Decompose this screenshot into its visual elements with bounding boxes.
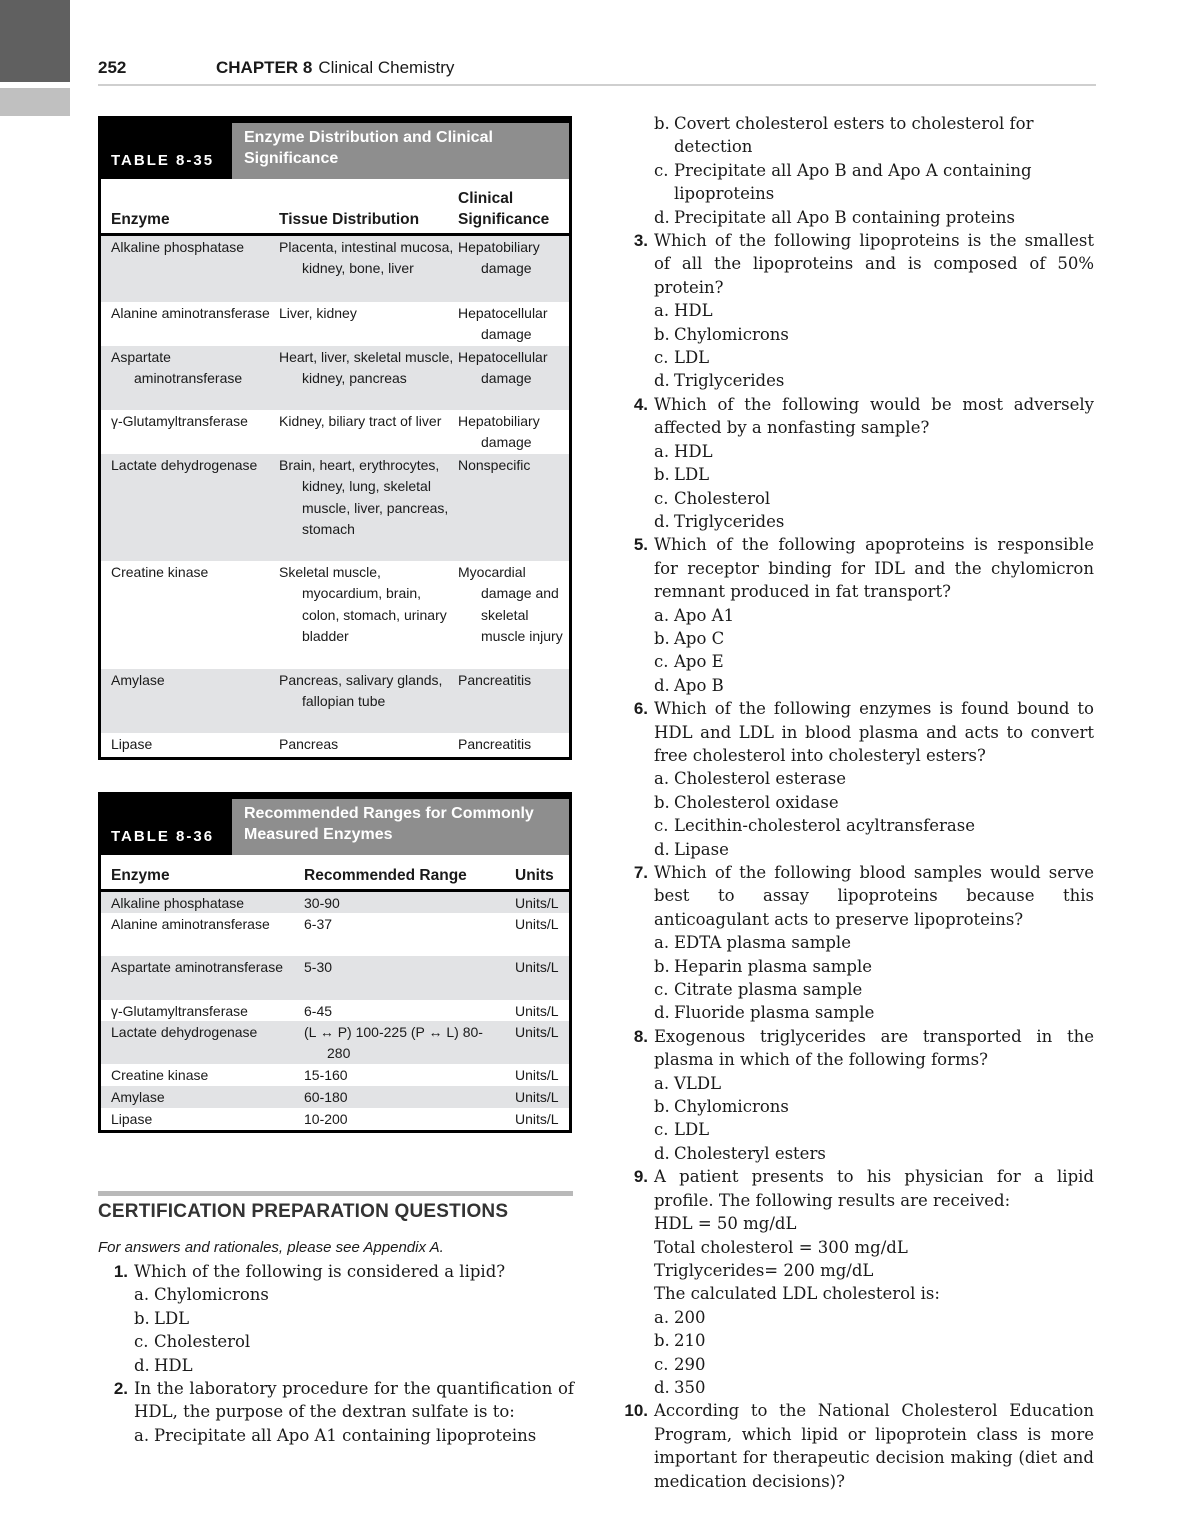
page-number: 252: [98, 58, 127, 77]
table-header-bar: [101, 795, 569, 855]
answer-option: [640, 299, 1094, 322]
table-cell: (L ↔ P) 100-225 (P ↔ L) 80-280: [304, 1024, 483, 1062]
option-text: HDL: [154, 1355, 193, 1375]
table-cell: Brain, heart, erythrocytes, kidney, lung, skeletal muscle, liver, pancreas, stomach: [279, 457, 449, 537]
chapter-title: Clinical Chemistry: [318, 58, 455, 77]
option-letter: a.: [654, 1307, 670, 1327]
option-letter: a.: [134, 1285, 150, 1305]
table-cell: 30-90: [304, 895, 340, 911]
question-number: 3.: [633, 231, 648, 251]
table-row: [101, 454, 569, 561]
question-number: 8.: [633, 1026, 648, 1046]
option-letter: b.: [654, 465, 670, 485]
table-row: [101, 733, 569, 757]
answer-option: [640, 369, 1094, 392]
answer-option: [640, 674, 1094, 697]
column-header: Tissue Distribution: [279, 211, 420, 228]
option-letter: a.: [654, 605, 670, 625]
question-item: [620, 533, 1094, 603]
table-cell: Units/L: [515, 959, 559, 975]
table-label: TABLE 8-35: [111, 152, 215, 169]
question-item: [620, 393, 1094, 440]
table-cell: Hepatobiliary damage: [458, 413, 540, 451]
answer-option: [640, 650, 1094, 673]
table-column-headers: [101, 855, 569, 892]
answer-option: [640, 791, 1094, 814]
option-letter: b.: [654, 114, 670, 133]
option-text: EDTA plasma sample: [674, 933, 851, 953]
answer-option: [640, 931, 1094, 954]
option-letter: a.: [654, 933, 670, 953]
question-stem: In the laboratory procedure for the quantification of HDL, the purpose of the dextran sulfate is to:: [134, 1379, 574, 1422]
question-stem: Which of the following enzymes is found bound to HDL and LDL in blood plasma and acts to convert free cholesterol into cholesteryl esters?: [654, 699, 1094, 765]
table-cell: Aspartate aminotransferase: [111, 349, 243, 387]
table-label: TABLE 8-36: [111, 828, 215, 845]
table-cell: Units/L: [515, 916, 559, 932]
answer-option: [640, 814, 1094, 837]
table-title: Recommended Ranges for Commonly Measured Enzymes: [232, 799, 569, 855]
question-detail-line: Total cholesterol = 300 mg/dL: [654, 1237, 908, 1257]
option-letter: c.: [654, 980, 669, 1000]
option-text: Chylomicrons: [674, 1097, 789, 1117]
table-cell: Pancreatitis: [458, 736, 532, 752]
answer-option: [640, 346, 1094, 369]
option-letter: b.: [654, 628, 670, 648]
option-text: Heparin plasma sample: [674, 956, 873, 976]
table-cell: Hepatocellular damage: [458, 305, 548, 343]
option-letter: d.: [654, 1143, 670, 1163]
option-text: 350: [674, 1377, 706, 1397]
answer-option: [640, 510, 1094, 533]
table-cell: Creatine kinase: [111, 564, 209, 580]
table-cell: Pancreas: [279, 736, 339, 752]
question-stem: A patient presents to his physician for a lipid profile. The following results are received:: [654, 1167, 1094, 1210]
option-letter: b.: [134, 1308, 150, 1328]
question-stem: Which of the following would be most adversely affected by a nonfasting sample?: [654, 394, 1094, 438]
question-item: [620, 229, 1094, 299]
option-text: Apo E: [674, 652, 724, 672]
column-header: Recommended Range: [304, 867, 467, 884]
question-item: [620, 1399, 1094, 1493]
answer-option: [120, 1354, 574, 1377]
option-letter: c.: [654, 160, 669, 180]
table-8-35: [98, 116, 572, 760]
option-text: LDL: [154, 1308, 190, 1328]
option-letter: d.: [654, 207, 670, 227]
chapter-label: CHAPTER 8: [216, 58, 313, 77]
table-cell: Pancreas, salivary glands, fallopian tube: [279, 672, 443, 710]
option-letter: c.: [134, 1332, 149, 1352]
table-row: [101, 892, 569, 913]
answer-option: [640, 463, 1094, 486]
column-header: Enzyme: [111, 867, 170, 884]
table-row: [101, 913, 569, 956]
question-stem: According to the National Cholesterol Education Program, which lipid or lipoprotein class is more important for therapeutic decision making (diet and medication decisions)?: [654, 1401, 1094, 1491]
table-cell: γ-Glutamyltransferase: [111, 1003, 248, 1019]
question-number: 6.: [633, 699, 648, 719]
table-row: [101, 410, 569, 454]
option-text: Chylomicrons: [154, 1285, 269, 1305]
option-letter: b.: [654, 956, 670, 976]
table-cell: Creatine kinase: [111, 1067, 209, 1083]
table-cell: 5-30: [304, 959, 333, 975]
questions-right-column: [620, 112, 1094, 1493]
option-text: Covert cholesterol esters to cholesterol for detection: [674, 114, 1034, 157]
option-text: 290: [674, 1354, 706, 1374]
option-letter: a.: [654, 1073, 670, 1093]
table-row: [101, 1000, 569, 1021]
question-detail-line: The calculated LDL cholesterol is:: [654, 1284, 940, 1304]
answer-option: [120, 1307, 574, 1330]
table-row: [101, 346, 569, 410]
table-cell: Units/L: [515, 895, 559, 911]
table-cell: Hepatobiliary damage: [458, 239, 540, 277]
option-text: Apo C: [674, 628, 725, 648]
questions-left-column: [100, 1260, 574, 1447]
answer-option: [120, 1424, 574, 1447]
option-text: 210: [674, 1331, 706, 1351]
option-text: Cholesteryl esters: [674, 1143, 826, 1163]
answer-option: [640, 1329, 1094, 1352]
answer-option: [640, 323, 1094, 346]
page-tab-dark: [0, 0, 70, 82]
column-header: Enzyme: [111, 211, 170, 228]
answer-option: [640, 1306, 1094, 1329]
question-number: 7.: [633, 863, 648, 882]
table-row: [101, 1064, 569, 1086]
option-text: 200: [674, 1307, 706, 1327]
option-text: VLDL: [674, 1073, 722, 1093]
table-cell: Placenta, intestinal mucosa, kidney, bone, liver: [279, 239, 454, 277]
question-stem: Which of the following blood samples would serve best to assay lipoproteins because this anticoagulant acts to preserve lipoproteins?: [654, 863, 1094, 929]
table-row: [101, 1108, 569, 1130]
question-stem: Which of the following is considered a lipid?: [134, 1262, 506, 1281]
table-row: [101, 1021, 569, 1064]
table-row: [101, 669, 569, 733]
table-title: Enzyme Distribution and Clinical Significance: [232, 123, 569, 179]
table-cell: Kidney, biliary tract of liver: [279, 413, 442, 429]
option-text: Precipitate all Apo A1 containing lipoproteins: [154, 1425, 537, 1445]
option-letter: a.: [654, 441, 670, 461]
table-cell: Heart, liver, skeletal muscle, kidney, pancreas: [279, 349, 454, 387]
table-cell: Aspartate aminotransferase: [111, 959, 283, 975]
column-header: Units: [515, 867, 554, 884]
table-cell: 6-45: [304, 1003, 333, 1019]
table-cell: Units/L: [515, 1067, 559, 1083]
option-text: HDL: [674, 441, 713, 461]
answer-option: [640, 1376, 1094, 1399]
table-cell: 60-180: [304, 1089, 348, 1105]
table-cell: Lactate dehydrogenase: [111, 1024, 258, 1040]
option-letter: c.: [654, 488, 669, 508]
section-heading: CERTIFICATION PREPARATION QUESTIONS: [98, 1201, 509, 1222]
option-text: LDL: [674, 465, 710, 485]
option-text: Apo A1: [674, 605, 735, 625]
answer-option: [640, 1095, 1094, 1118]
table-cell: Units/L: [515, 1024, 559, 1040]
table-header-bar: [101, 119, 569, 179]
option-letter: d.: [134, 1355, 150, 1375]
option-letter: a.: [654, 301, 670, 321]
page-tab-light: [0, 88, 70, 116]
table-cell: 15-160: [304, 1067, 348, 1083]
answer-option: [120, 1330, 574, 1353]
question-number: 9.: [633, 1167, 648, 1187]
answer-option: [640, 1118, 1094, 1141]
table-cell: Lipase: [111, 736, 153, 752]
section-divider: [98, 1191, 573, 1196]
option-letter: a.: [134, 1425, 150, 1445]
table-cell: 6-37: [304, 916, 333, 932]
answer-option: [640, 604, 1094, 627]
question-number: 2.: [113, 1379, 128, 1399]
question-item: [620, 861, 1094, 931]
table-cell: Pancreatitis: [458, 672, 532, 688]
option-letter: d.: [654, 839, 670, 859]
table-cell: Hepatocellular damage: [458, 349, 548, 387]
question-stem: Exogenous triglycerides are transported in the plasma in which of the following forms?: [654, 1026, 1094, 1070]
option-text: Cholesterol esterase: [674, 769, 847, 789]
option-letter: c.: [654, 816, 669, 836]
option-letter: c.: [654, 1354, 669, 1374]
option-letter: d.: [654, 371, 670, 391]
question-item: [620, 697, 1094, 767]
table-cell: Units/L: [515, 1003, 559, 1019]
option-letter: d.: [654, 1003, 670, 1023]
question-detail-line: Triglycerides= 200 mg/dL: [654, 1260, 874, 1280]
option-text: Lecithin-cholesterol acyltransferase: [674, 816, 975, 836]
table-8-36: [98, 792, 572, 1133]
question-number: 4.: [633, 394, 648, 414]
table-cell: Alanine aminotransferase: [111, 916, 270, 932]
table-cell: Nonspecific: [458, 457, 531, 473]
option-text: Precipitate all Apo B containing proteins: [674, 207, 1015, 227]
table-cell: Alkaline phosphatase: [111, 895, 245, 911]
question-item: [100, 1260, 574, 1283]
table-cell: Alanine aminotransferase: [111, 305, 270, 321]
answer-option: [640, 978, 1094, 1001]
option-text: LDL: [674, 1120, 710, 1140]
option-text: Apo B: [674, 675, 724, 695]
table-row: [101, 956, 569, 1000]
option-letter: c.: [654, 652, 669, 672]
option-text: Cholesterol: [154, 1332, 251, 1352]
question-item: [100, 1377, 574, 1424]
answer-option: [640, 1353, 1094, 1376]
option-letter: b.: [654, 1331, 670, 1351]
option-text: Cholesterol oxidase: [674, 792, 839, 812]
answer-option: [640, 767, 1094, 790]
option-letter: d.: [654, 1377, 670, 1397]
answer-option: [120, 1283, 574, 1306]
answer-option: [640, 1072, 1094, 1095]
option-letter: d.: [654, 675, 670, 695]
table-cell: Skeletal muscle, myocardium, brain, colon, stomach, urinary bladder: [279, 564, 447, 644]
table-column-headers: [101, 179, 569, 236]
question-detail-line: HDL = 50 mg/dL: [654, 1214, 797, 1234]
option-text: Cholesterol: [674, 488, 771, 508]
option-letter: b.: [654, 1097, 670, 1117]
table-cell: Myocardial damage and skeletal muscle injury: [458, 564, 563, 644]
option-text: Triglycerides: [674, 511, 785, 531]
table-cell: Lipase: [111, 1111, 153, 1127]
option-text: Precipitate all Apo B and Apo A containing lipoproteins: [674, 160, 1032, 204]
option-text: Lipase: [674, 839, 729, 859]
option-text: Triglycerides: [674, 371, 785, 391]
question-item: [620, 1025, 1094, 1072]
option-letter: b.: [654, 324, 670, 344]
column-header: Clinical Significance: [458, 190, 550, 228]
answer-option: [640, 1001, 1094, 1024]
option-text: HDL: [674, 301, 713, 321]
table-row: [101, 1086, 569, 1108]
table-row: [101, 236, 569, 302]
table-row: [101, 561, 569, 669]
question-stem: Which of the following apoproteins is responsible for receptor binding for IDL and the chylomicron remnant produced in fat transport?: [654, 535, 1094, 602]
section-note: For answers and rationales, please see Appendix A.: [98, 1239, 444, 1256]
question-number: 5.: [633, 535, 648, 555]
option-letter: c.: [654, 1120, 669, 1140]
question-number: 10.: [624, 1401, 648, 1421]
table-row: [101, 302, 569, 346]
table-cell: 10-200: [304, 1111, 348, 1127]
table-cell: Amylase: [111, 672, 165, 688]
question-number: 1.: [113, 1262, 128, 1281]
page-header: [98, 56, 1096, 86]
option-text: Chylomicrons: [674, 324, 789, 344]
answer-option: [640, 487, 1094, 510]
table-cell: Amylase: [111, 1089, 165, 1105]
table-cell: Liver, kidney: [279, 305, 357, 321]
table-cell: Units/L: [515, 1111, 559, 1127]
option-text: Citrate plasma sample: [674, 980, 863, 1000]
option-letter: b.: [654, 792, 670, 812]
answer-option: [640, 627, 1094, 650]
option-letter: c.: [654, 348, 669, 368]
chapter-heading: [216, 58, 454, 78]
table-cell: Alkaline phosphatase: [111, 239, 245, 255]
option-letter: d.: [654, 511, 670, 531]
answer-option: [640, 440, 1094, 463]
option-text: LDL: [674, 348, 710, 368]
answer-option: [640, 955, 1094, 978]
table-cell: γ-Glutamyltransferase: [111, 413, 248, 429]
question-item: [620, 1165, 1094, 1212]
answer-option: [640, 1142, 1094, 1165]
option-letter: a.: [654, 769, 670, 789]
question-stem: Which of the following lipoproteins is the smallest of all the lipoproteins and is composed of 50% protein?: [654, 231, 1094, 297]
table-cell: Lactate dehydrogenase: [111, 457, 258, 473]
option-text: Fluoride plasma sample: [674, 1003, 875, 1023]
answer-option: [640, 838, 1094, 861]
answer-option: [640, 112, 1094, 159]
answer-option: [640, 206, 1094, 229]
answer-option: [640, 159, 1094, 206]
table-cell: Units/L: [515, 1089, 559, 1105]
